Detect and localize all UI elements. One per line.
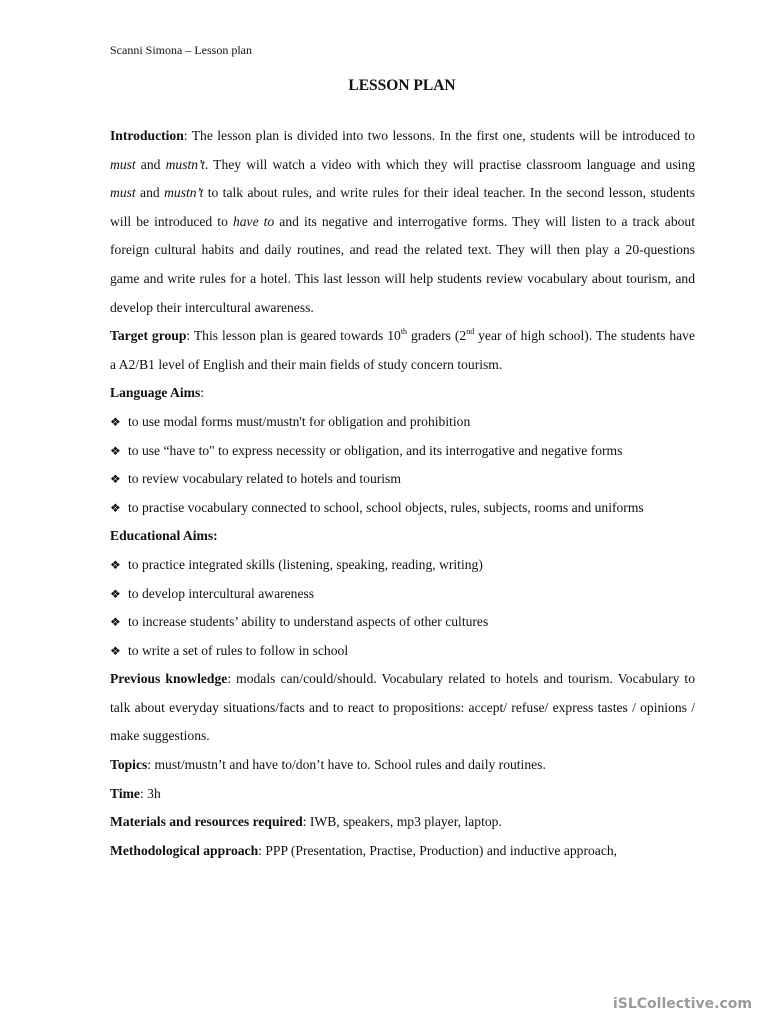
time-label: Time (110, 785, 140, 801)
target-group-label: Target group (110, 328, 187, 344)
target-group-text: graders (2 (407, 328, 467, 344)
four-diamond-bullet-icon: ❖ (110, 500, 121, 515)
introduction-text: and (135, 156, 166, 172)
topics-text: : must/mustn’t and have to/don’t have to. School rules and daily routines. (147, 757, 546, 773)
four-diamond-bullet-icon: ❖ (110, 615, 121, 630)
target-group-paragraph (110, 322, 695, 379)
introduction-paragraph (110, 122, 695, 322)
document-body (110, 122, 695, 865)
topics-label: Topics (110, 757, 148, 773)
previous-knowledge-label: Previous knowledge (110, 671, 228, 687)
introduction-text: . They will watch a video with which they will practise classroom language and using (204, 156, 695, 172)
four-diamond-bullet-icon: ❖ (110, 643, 121, 658)
list-item-text: to use modal forms must/mustn't for obligation and prohibition (128, 413, 471, 429)
list-item-text: to review vocabulary related to hotels and tourism (128, 471, 401, 487)
list-item (110, 437, 695, 466)
previous-knowledge-paragraph (110, 665, 695, 751)
four-diamond-bullet-icon: ❖ (110, 414, 121, 429)
introduction-text: and its negative and interrogative forms. They will listen to a track about foreign cultural habits and daily routines, and read the related text. They will then play a 20-questions game and write rules for a hotel. This last lesson will help students review vocabulary about tourism, and develop their intercultural awareness. (110, 213, 695, 315)
four-diamond-bullet-icon: ❖ (110, 472, 121, 487)
introduction-label: Introduction (110, 128, 184, 143)
four-diamond-bullet-icon: ❖ (110, 586, 121, 601)
ordinal-suffix: nd (466, 327, 475, 337)
materials-text: : IWB, speakers, mp3 player, laptop. (302, 814, 502, 830)
introduction-emphasis: mustn’t (165, 156, 205, 172)
methodological-approach-text: : PPP (Presentation, Practise, Production) and inductive approach, (258, 842, 618, 858)
target-group-text: : This lesson plan is geared towards 10 (186, 328, 401, 344)
list-item (110, 465, 695, 494)
topics-paragraph (110, 751, 695, 780)
methodological-approach-paragraph (110, 837, 695, 866)
introduction-emphasis: must (110, 156, 136, 172)
list-item (110, 580, 695, 609)
language-aims-list (110, 408, 695, 522)
list-item-text: to develop intercultural awareness (128, 585, 315, 601)
list-item-text: to practice integrated skills (listening, speaking, reading, writing) (128, 556, 483, 572)
list-item (110, 408, 695, 437)
language-aims-label: Language Aims (110, 385, 201, 401)
list-item-text: to write a set of rules to follow in school (128, 642, 349, 658)
educational-aims-list (110, 551, 695, 665)
introduction-text: : The lesson plan is divided into two lessons. In the first one, students will be introduced to (183, 128, 695, 143)
introduction-emphasis: have to (232, 213, 275, 229)
educational-aims-heading (110, 522, 695, 551)
list-item (110, 551, 695, 580)
introduction-emphasis: must (110, 185, 136, 201)
page-header: Scanni Simona – Lesson plan (110, 43, 252, 57)
language-aims-heading (110, 379, 695, 408)
list-item (110, 608, 695, 637)
four-diamond-bullet-icon: ❖ (110, 557, 121, 572)
previous-knowledge-text: : modals can/could/should. Vocabulary related to hotels and tourism. Vocabulary to talk about everyday situations/facts and to react to propositions: accept/ refuse/ express tastes / opinions / make suggestions. (110, 671, 696, 744)
time-paragraph (110, 780, 695, 809)
list-item (110, 494, 695, 523)
time-text: : 3h (139, 785, 161, 801)
list-item-text: to increase students’ ability to understand aspects of other cultures (128, 614, 489, 630)
introduction-emphasis: mustn’t (164, 185, 204, 201)
materials-label: Materials and resources required (110, 814, 303, 830)
site-watermark: iSLCollective.com (612, 996, 752, 1012)
introduction-text: to talk about rules, and write rules for their ideal teacher. In the second lesson, students will be introduced to (110, 185, 695, 229)
methodological-approach-label: Methodological approach (110, 842, 259, 858)
introduction-text: and (135, 185, 165, 201)
list-item (110, 637, 695, 666)
materials-paragraph (110, 808, 695, 837)
four-diamond-bullet-icon: ❖ (110, 443, 121, 458)
document-title: LESSON PLAN (348, 77, 456, 94)
list-item-text: to use “have to" to express necessity or obligation, and its interrogative and negative forms (128, 442, 623, 458)
list-item-text: to practise vocabulary connected to school, school objects, rules, subjects, rooms and uniforms (128, 499, 644, 515)
target-group-text: year of high school). The students have a A2/B1 level of English and their main fields of study concern tourism. (110, 328, 695, 372)
educational-aims-label: Educational Aims: (110, 528, 218, 544)
ordinal-suffix: th (400, 327, 408, 337)
language-aims-colon: : (200, 385, 205, 401)
